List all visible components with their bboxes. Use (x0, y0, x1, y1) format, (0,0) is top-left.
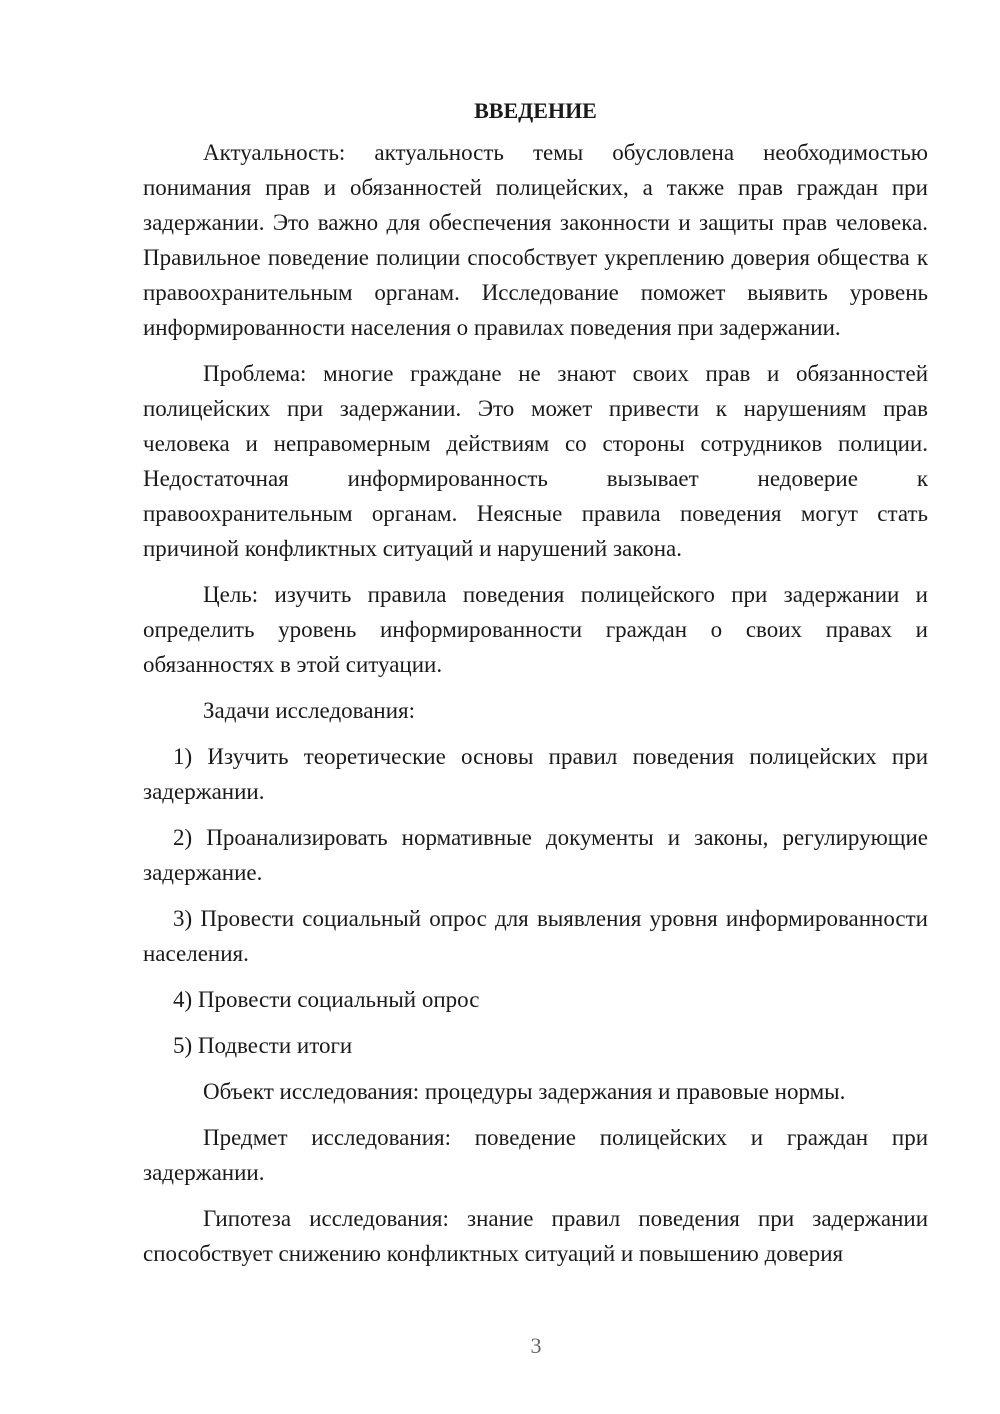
task-item-3: 3) Провести социальный опрос для выявления уровня информированности населения. (143, 906, 928, 966)
document-body (143, 93, 928, 1282)
paragraph-object: Объект исследования: процедуры задержания и правовые нормы. (203, 1079, 846, 1104)
paragraph-goal: Цель: изучить правила поведения полицейского при задержании и определить уровень информированности граждан о своих правах и обязанностях в этой ситуации. (143, 582, 928, 677)
task-item-1: 1) Изучить теоретические основы правил поведения полицейских при задержании. (143, 744, 928, 804)
task-item-2: 2) Проанализировать нормативные документы и законы, регулирующие задержание. (143, 825, 928, 885)
page-number: 3 (530, 1333, 542, 1358)
paragraph-relevance: Актуальность: актуальность темы обусловлена необходимостью понимания прав и обязанностей полицейских, а также прав граждан при задержании. Это важно для обеспечения законности и защиты прав человека. Правильное поведение полиции способствует укреплению доверия общества к правоохранительным органам. Исследование поможет выявить уровень информированности населения о правилах поведения при задержании. (143, 140, 928, 340)
task-item-5: 5) Подвести итоги (173, 1033, 353, 1058)
section-heading: ВВЕДЕНИЕ (474, 98, 597, 123)
paragraph-problem: Проблема: многие граждане не знают своих прав и обязанностей полицейских при задержании. Это может привести к нарушениям прав человека и неправомерным действиям со стороны сотрудников полиции. Недостаточная информированность вызывает недоверие к правоохранительным органам. Неясные правила поведения могут стать причиной конфликтных ситуаций и нарушений закона. (143, 361, 928, 561)
paragraph-hypothesis: Гипотеза исследования: знание правил поведения при задержании способствует снижению конфликтных ситуаций и повышению доверия (143, 1206, 928, 1266)
paragraph-subject: Предмет исследования: поведение полицейских и граждан при задержании. (143, 1125, 928, 1185)
tasks-heading: Задачи исследования: (203, 698, 416, 723)
task-item-4: 4) Провести социальный опрос (173, 987, 480, 1012)
